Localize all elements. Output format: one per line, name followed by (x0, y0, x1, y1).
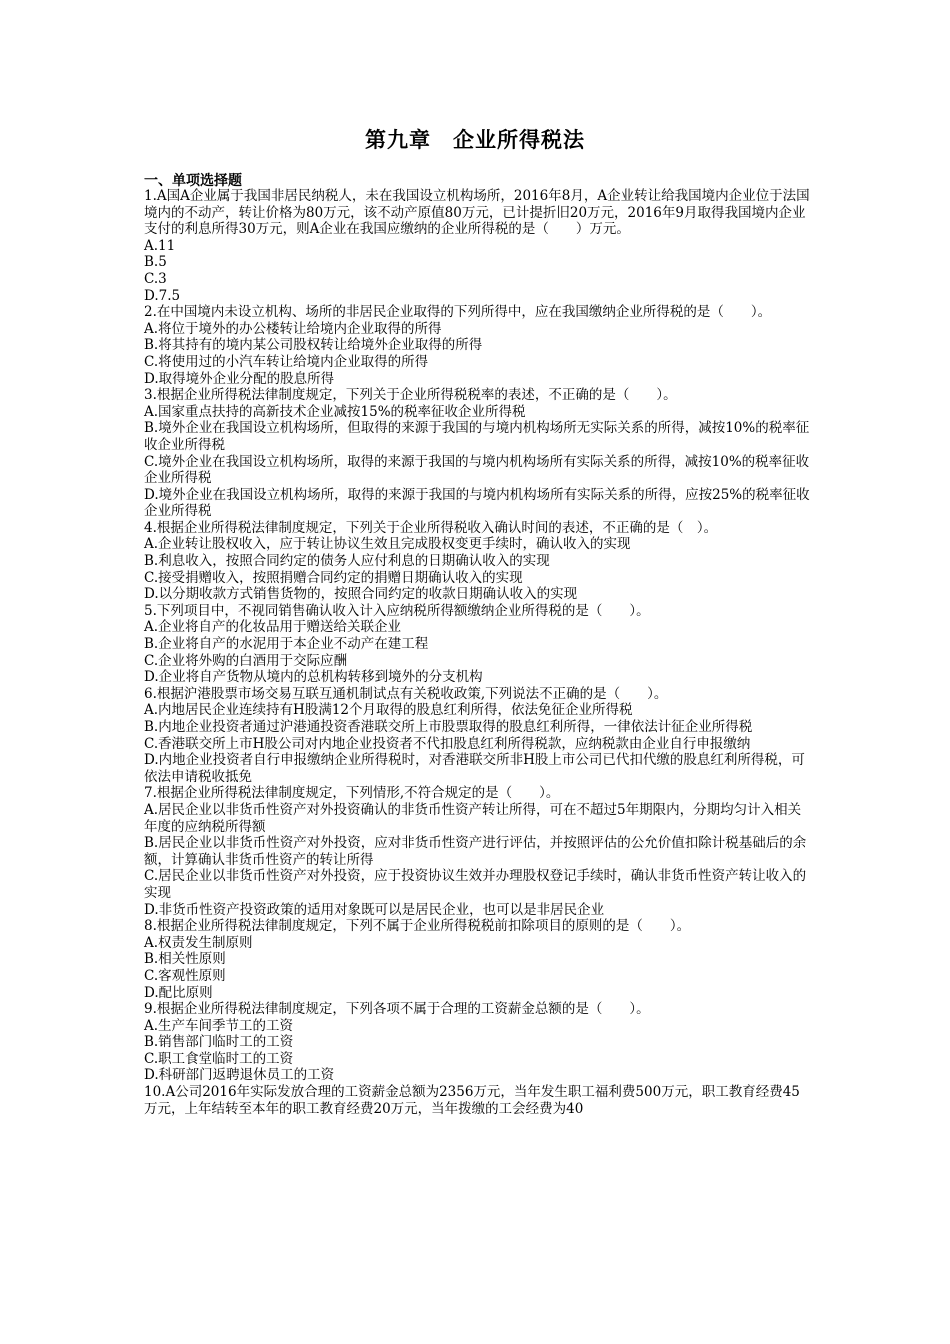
answer-option: C.境外企业在我国设立机构场所，取得的来源于我国的与境内机构场所有实际关系的所得，减按10%的税率征收企业所得税 (144, 453, 810, 487)
question-stem: 2.在中国境内未设立机构、场所的非居民企业取得的下列所得中，应在我国缴纳企业所得税的是（ ）。 (144, 304, 772, 321)
question-item (144, 918, 812, 1001)
answer-option: C.企业将外购的白酒用于交际应酬 (144, 652, 348, 669)
question-item (144, 520, 812, 603)
answer-option: C.客观性原则 (144, 967, 226, 984)
answer-option: B.居民企业以非货币性资产对外投资，应对非货币性资产进行评估，并按照评估的公允价值扣除计税基础后的余额，计算确认非货币性资产的转让所得 (144, 835, 807, 868)
question-item (144, 603, 812, 686)
answer-option: A.11 (144, 237, 176, 254)
answer-option: B.境外企业在我国设立机构场所，但取得的来源于我国的与境内机构场所无实际关系的所得，减按10%的税率征收企业所得税 (144, 420, 810, 453)
answer-option: A.国家重点扶持的高新技术企业减按15%的税率征收企业所得税 (144, 403, 526, 420)
question-stem: 8.根据企业所得税法律制度规定，下列不属于企业所得税税前扣除项目的原则的是（ ）。 (144, 918, 691, 935)
answer-option: C.接受捐赠收入，按照捐赠合同约定的捐赠日期确认收入的实现 (144, 569, 523, 586)
answer-option: D.以分期收款方式销售货物的，按照合同约定的收款日期确认收入的实现 (144, 586, 578, 603)
answer-option: C.职工食堂临时工的工资 (144, 1050, 294, 1067)
question-item (144, 686, 812, 786)
answer-option: A.将位于境外的办公楼转让给境内企业取得的所得 (144, 320, 442, 337)
answer-option: C.将使用过的小汽车转让给境内企业取得的所得 (144, 353, 429, 370)
question-stem: 3.根据企业所得税法律制度规定，下列关于企业所得税税率的表述，不正确的是（ ）。 (144, 387, 677, 404)
question-item (144, 387, 812, 520)
answer-option: B.企业将自产的水泥用于本企业不动产在建工程 (144, 636, 429, 653)
chapter-title: 第九章 企业所得税法 (365, 128, 585, 152)
answer-option: A.内地居民企业连续持有H股满12个月取得的股息红利所得，依法免征企业所得税 (144, 702, 633, 719)
question-stem: 10.A公司2016年实际发放合理的工资薪金总额为2356万元，当年发生职工福利费500万元，职工教育经费45万元，上年结转至本年的职工教育经费20万元，当年拨缴的工会经费为40 (144, 1084, 800, 1117)
answer-option: D.非货币性资产投资政策的适用对象既可以是居民企业，也可以是非居民企业 (144, 901, 605, 918)
answer-option: A.企业将自产的化妆品用于赠送给关联企业 (144, 619, 402, 636)
question-item (144, 785, 812, 918)
answer-option: B.内地企业投资者通过沪港通投资香港联交所上市股票取得的股息红利所得，一律依法计征企业所得税 (144, 719, 753, 735)
answer-option: D.科研部门返聘退休员工的工资 (144, 1067, 335, 1084)
question-stem: 9.根据企业所得税法律制度规定，下列各项不属于合理的工资薪金总额的是（ ）。 (144, 1001, 650, 1018)
answer-option: D.取得境外企业分配的股息所得 (144, 370, 335, 387)
question-list (144, 188, 812, 1117)
question-stem: 1.A国A企业属于我国非居民纳税人，未在我国设立机构场所，2016年8月，A企业转让给我国境内企业位于法国境内的不动产，转让价格为80万元，该不动产原值80万元，已计提折旧20万元，2016年9月取得我国境内企业支付的利息所得30万元，则A企业在我国应缴纳的企业所得税的是（ ）万元。 (144, 188, 810, 238)
answer-option: B.销售部门临时工的工资 (144, 1034, 294, 1051)
question-item (144, 188, 812, 304)
section-heading: 一、单项选择题 (144, 173, 242, 189)
question-item (144, 1084, 812, 1117)
answer-option: C.香港联交所上市H股公司对内地企业投资者不代扣股息红利所得税款，应纳税款由企业自行申报缴纳 (144, 735, 751, 752)
answer-option: D.内地企业投资者自行申报缴纳企业所得税时，对香港联交所非H股上市公司已代扣代缴的股息红利所得税，可依法申请税收抵免 (144, 752, 805, 785)
answer-option: D.配比原则 (144, 984, 213, 1001)
answer-option: B.将其持有的境内某公司股权转让给境外企业取得的所得 (144, 337, 483, 354)
question-stem: 5.下列项目中，不视同销售确认收入计入应纳税所得额缴纳企业所得税的是（ ）。 (144, 602, 650, 619)
answer-option: B.5 (144, 254, 167, 271)
answer-option: A.权责发生制原则 (144, 934, 253, 951)
question-item (144, 1001, 812, 1084)
answer-option: D.境外企业在我国设立机构场所，取得的来源于我国的与境内机构场所有实际关系的所得，应按25%的税率征收企业所得税 (144, 486, 810, 520)
answer-option: A.企业转让股权收入，应于转让协议生效且完成股权变更手续时，确认收入的实现 (144, 536, 631, 553)
answer-option: D.企业将自产货物从境内的总机构转移到境外的分支机构 (144, 669, 483, 686)
answer-option: A.生产车间季节工的工资 (144, 1017, 294, 1034)
answer-option: B.利息收入，按照合同约定的债务人应付利息的日期确认收入的实现 (144, 553, 550, 570)
answer-option: D.7.5 (144, 287, 181, 304)
answer-option: A.居民企业以非货币性资产对外投资确认的非货币性资产转让所得，可在不超过5年期限内，分期均匀计入相关年度的应纳税所得额 (144, 801, 802, 835)
question-stem: 4.根据企业所得税法律制度规定，下列关于企业所得税收入确认时间的表述，不正确的是（ ）。 (144, 519, 718, 536)
question-item (144, 304, 812, 387)
answer-option: C.3 (144, 270, 167, 287)
question-stem: 7.根据企业所得税法律制度规定，下列情形,不符合规定的是（ ）。 (144, 785, 560, 802)
answer-option: C.居民企业以非货币性资产对外投资，应于投资协议生效并办理股权登记手续时，确认非货币性资产转让收入的实现 (144, 868, 807, 901)
answer-option: B.相关性原则 (144, 951, 226, 968)
question-stem: 6.根据沪港股票市场交易互联互通机制试点有关税收政策,下列说法不正确的是（ ）。 (144, 685, 668, 702)
